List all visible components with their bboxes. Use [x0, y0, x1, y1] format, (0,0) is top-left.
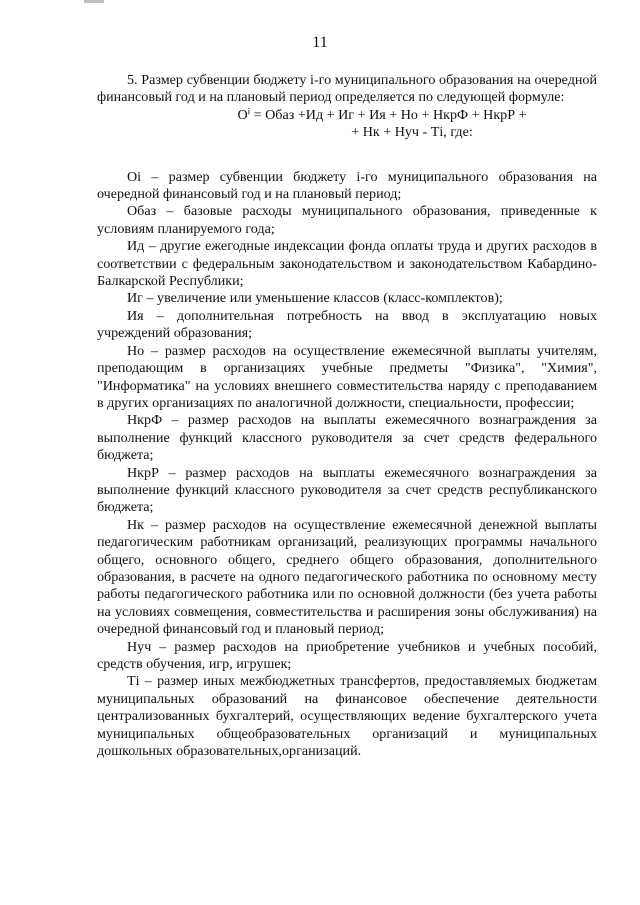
definition-n-kr-f: НкрФ – размер расходов на выплаты ежемесячного вознаграждения за выполнение функций классного руководителя за счет средств федерального бюджета; — [97, 412, 597, 464]
definition-i-g: Иг – увеличение или уменьшение классов (класс-комплектов); — [127, 290, 503, 307]
formula-line-1: Oⁱ = Oбаз +Ид + Иг + Ия + Но + НкрФ + НкрР + — [237, 106, 527, 123]
page-number: 11 — [312, 34, 328, 51]
intro-paragraph: 5. Размер субвенции бюджету i-го муниципального образования на очередной финансовый год и на плановый период определяется по следующей формуле: — [97, 72, 597, 106]
document-body — [97, 72, 597, 760]
formula-line-2: + Нк + Нуч - Тi, где: — [351, 124, 473, 141]
definition-n-o: Но – размер расходов на осуществление ежемесячной выплаты учителям, преподающим в организациях учебные предметы "Физика", "Химия", "Информатика" на условиях внешнего совместительства наряду с преподаванием в других организациях по аналогичной должности, специальности, профессии; — [97, 342, 597, 411]
formula — [97, 107, 597, 142]
definition-t-i: Тi – размер иных межбюджетных трансфертов, предоставляемых бюджетам муниципальных образований на финансовое обеспечение деятельности централизованных бухгалтерий, осуществляющих ведение бухгалтерского учета муниципальных общеобразовательных организаций и муниципальных дошкольных образовательных,организаций. — [97, 673, 597, 760]
definition-i-d: Ид – другие ежегодные индексации фонда оплаты труда и других расходов в соответствии с федеральным законодательством и законодательством Кабардино-Балкарской Республики; — [97, 238, 597, 290]
definition-o-i: Oi – размер субвенции бюджету i-го муниципального образования на очередной финансовый год и на плановый период; — [97, 168, 597, 203]
definition-n-uch: Нуч – размер расходов на приобретение учебников и учебных пособий, средств обучения, игр, игрушек; — [97, 638, 597, 672]
definition-n-k: Нк – размер расходов на осуществление ежемесячной денежной выплаты педагогическим работникам организаций, реализующих программы начального общего, основного общего, среднего общего образования, дополнительного образования, в расчете на одного педагогического работника по основному месту работы педагогического работника или по основной должности (без учета работы на условиях совмещения, совместительства и расширения зоны обслуживания) на очередной финансовый год и плановый период; — [97, 516, 597, 638]
definition-o-baz: Oбаз – базовые расходы муниципального образования, приведенные к условиям планируемого года; — [97, 203, 597, 237]
definition-n-kr-r: НкрР – размер расходов на выплаты ежемесячного вознаграждения за выполнение функций классного руководителя за счет средств республиканского бюджета; — [97, 464, 597, 516]
definition-i-ya: Ия – дополнительная потребность на ввод в эксплуатацию новых учреждений образования; — [97, 307, 597, 342]
scan-artifact — [84, 0, 104, 3]
spacer — [97, 142, 597, 169]
